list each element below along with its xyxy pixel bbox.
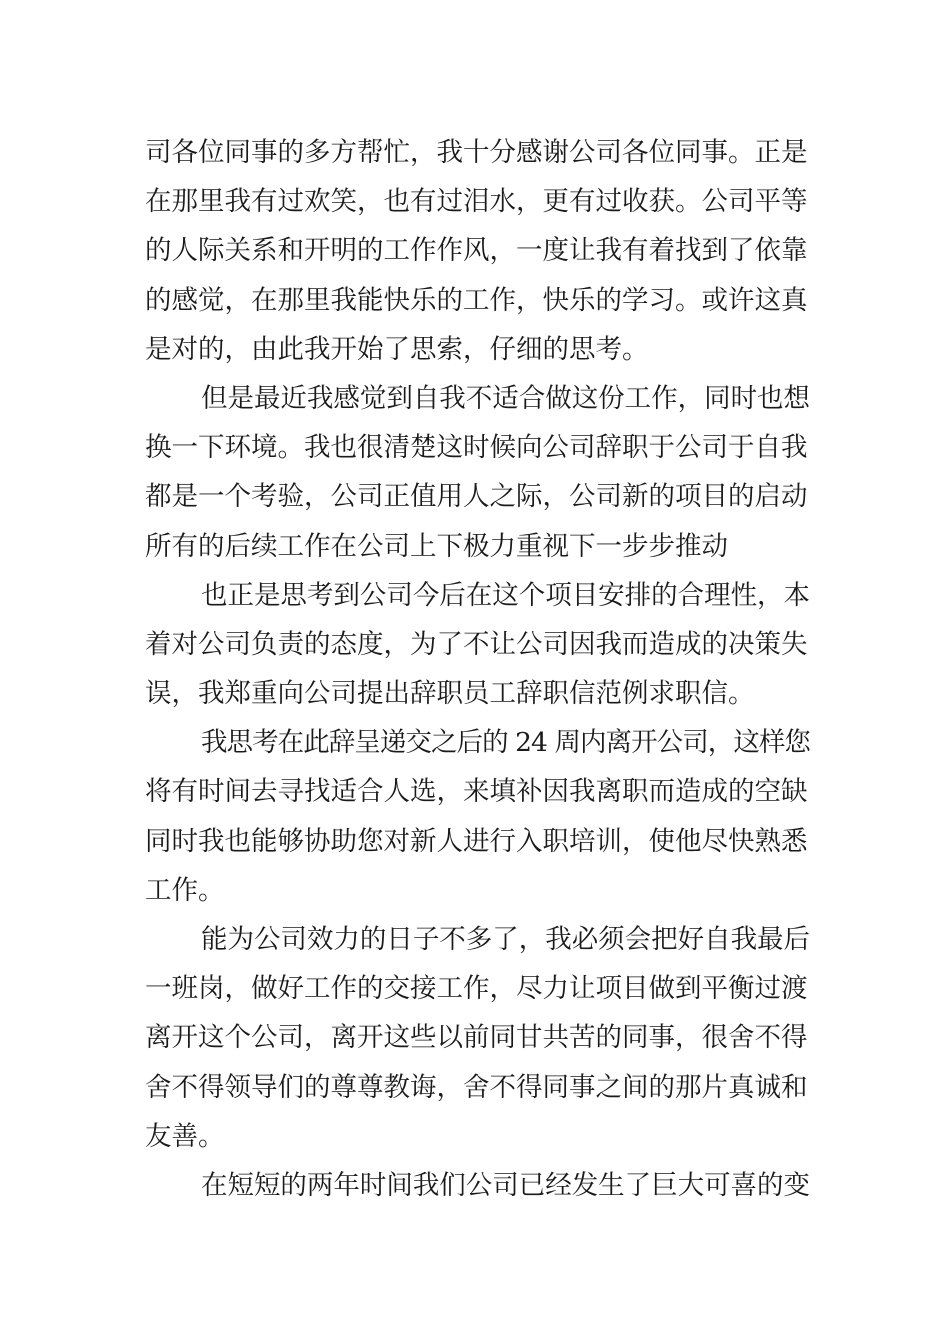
- text-line: 换一下环境。我也很清楚这时候向公司辞职于公司于自我: [145, 432, 808, 464]
- text-line: 友善。: [145, 1120, 225, 1152]
- text-line: 都是一个考验，公司正值用人之际，公司新的项目的启动: [145, 481, 808, 513]
- paragraph-first-line: 能为公司效力的日子不多了，我必须会把好自我最后: [201, 924, 810, 955]
- text-line: 的人际关系和开明的工作作风，一度让我有着找到了依靠: [145, 235, 808, 267]
- text-line: 的感觉，在那里我能快乐的工作，快乐的学习。或许这真: [145, 284, 808, 316]
- text-line: 一班岗，做好工作的交接工作，尽力让项目做到平衡过渡: [145, 973, 808, 1005]
- text-line: 同时我也能够协助您对新人进行入职培训，使他尽快熟悉: [145, 825, 808, 857]
- text-line: 所有的后续工作在公司上下极力重视下一步步推动: [145, 530, 728, 562]
- text-line: 误，我郑重向公司提出辞职员工辞职信范例求职信。: [145, 678, 755, 710]
- text-line: 在那里我有过欢笑，也有过泪水，更有过收获。公司平等: [145, 186, 808, 218]
- body-text: [145, 128, 810, 1210]
- text-line: 舍不得领导们的尊尊教诲，舍不得同事之间的那片真诚和: [145, 1071, 808, 1103]
- paragraph-first-line: 但是最近我感觉到自我不适合做这份工作，同时也想: [201, 382, 810, 414]
- paragraph-first-line: 我思考在此辞呈递交之后的 24 周内离开公司，这样您: [201, 727, 810, 759]
- text-line: 司各位同事的多方帮忙，我十分感谢公司各位同事。正是: [145, 137, 808, 168]
- text-line: 工作。: [145, 874, 225, 906]
- text-line: 着对公司负责的态度，为了不让公司因我而造成的决策失: [145, 628, 808, 660]
- text-line: 是对的，由此我开始了思索，仔细的思考。: [145, 333, 649, 365]
- text-line: 将有时间去寻找适合人选，来填补因我离职而造成的空缺: [145, 776, 808, 808]
- paragraph-first-line: 也正是思考到公司今后在这个项目安排的合理性，本: [201, 579, 810, 611]
- text-line: 离开这个公司，离开这些以前同甘共苦的同事，很舍不得: [145, 1022, 808, 1054]
- paragraph-first-line: 在短短的两年时间我们公司已经发生了巨大可喜的变: [201, 1169, 810, 1201]
